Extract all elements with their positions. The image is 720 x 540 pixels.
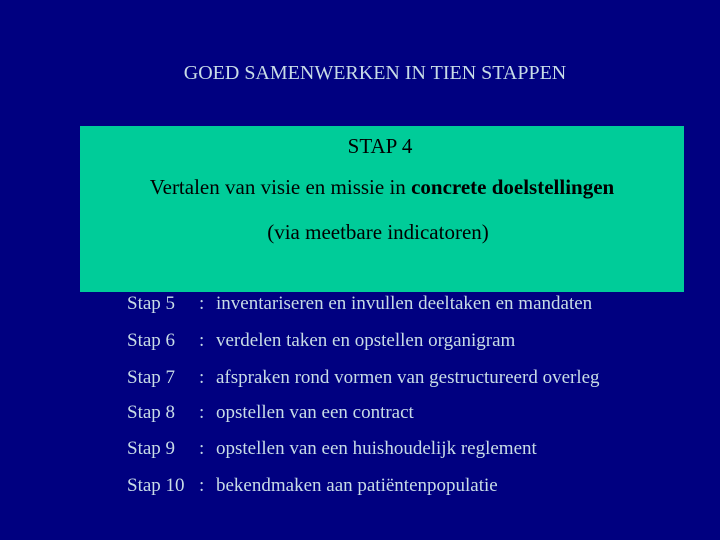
step-colon: : [199, 475, 205, 496]
highlight-description-bold: concrete doelstellingen [411, 175, 615, 199]
step-label: Stap 5 [127, 293, 176, 314]
step-text: verdelen taken en opstellen organigram [216, 330, 516, 351]
step-label: Stap 6 [127, 330, 176, 351]
step-text: afspraken rond vormen van gestructureerd overleg [216, 367, 600, 388]
highlight-step-label: STAP 4 [347, 134, 413, 158]
step-label: Stap 10 [127, 475, 185, 496]
highlight-description-plain: Vertalen van visie en missie in [149, 175, 412, 199]
highlight-description [0, 175, 720, 200]
highlight-box [80, 126, 684, 292]
step-text: opstellen van een contract [216, 402, 414, 423]
step-colon: : [199, 330, 205, 351]
step-colon: : [199, 367, 205, 388]
step-colon: : [199, 293, 205, 314]
slide-title: GOED SAMENWERKEN IN TIEN STAPPEN [183, 62, 567, 84]
step-colon: : [199, 402, 205, 423]
step-label: Stap 7 [127, 367, 176, 388]
step-label: Stap 8 [127, 402, 176, 423]
step-text: opstellen van een huishoudelijk reglement [216, 438, 537, 459]
highlight-subtitle: (via meetbare indicatoren) [267, 220, 489, 244]
step-text: bekendmaken aan patiëntenpopulatie [216, 475, 498, 496]
step-label: Stap 9 [127, 438, 176, 459]
step-text: inventariseren en invullen deeltaken en mandaten [216, 293, 593, 314]
step-colon: : [199, 438, 205, 459]
